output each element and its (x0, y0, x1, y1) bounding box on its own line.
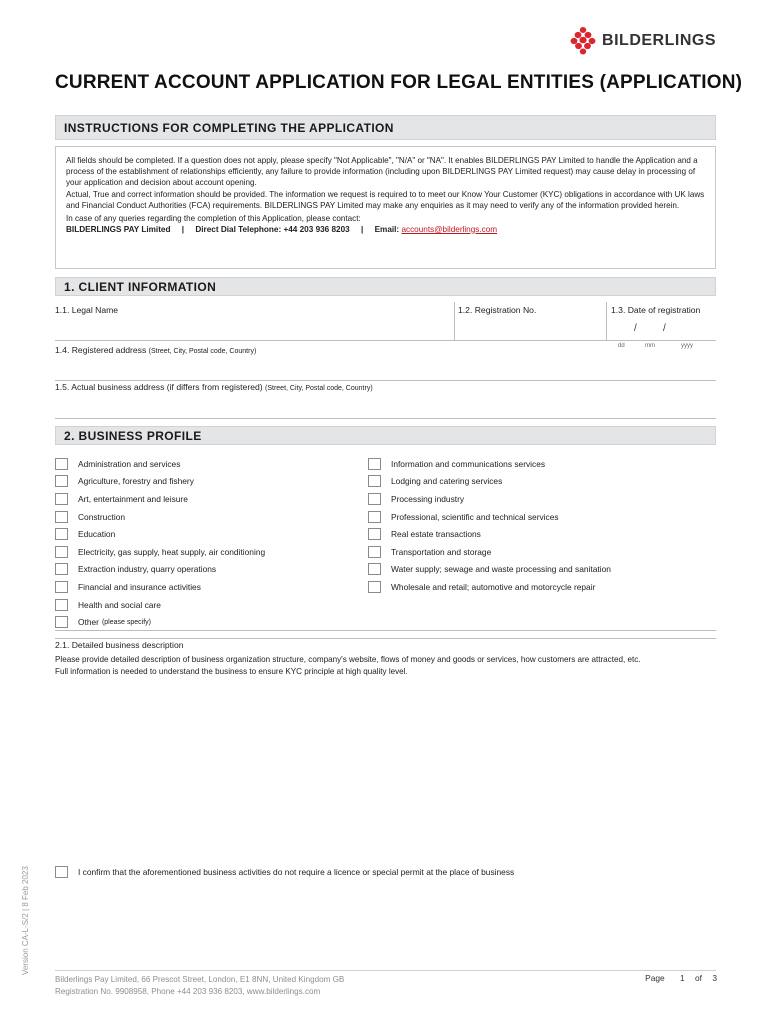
section-divider (55, 638, 716, 639)
business-option[interactable]: Real estate transactions (368, 525, 716, 543)
checkbox[interactable] (55, 546, 68, 558)
checkbox[interactable] (368, 475, 381, 487)
detailed-description-text (55, 654, 716, 678)
page-label: Page (645, 973, 665, 983)
page-of: of (695, 973, 702, 983)
detailed-description-heading: 2.1. Detailed business description (55, 640, 184, 650)
page-title: CURRENT ACCOUNT APPLICATION FOR LEGAL ENTITIES (APPLICATION) (55, 72, 743, 93)
field-underline (55, 418, 716, 419)
registered-address-label: 1.4. Registered address (Street, City, Postal code, Country) (55, 345, 257, 355)
licence-confirmation[interactable] (55, 863, 514, 881)
business-option[interactable]: Water supply; sewage and waste processing and sanitation (368, 561, 716, 579)
date-hint-dd: dd (618, 343, 625, 349)
brand-name: BILDERLINGS (602, 32, 716, 49)
checkbox[interactable] (55, 599, 68, 611)
business-option[interactable]: Electricity, gas supply, heat supply, air conditioning (55, 543, 355, 561)
divider (454, 302, 455, 340)
business-address-label: 1.5. Actual business address (if differs from registered) (Street, City, Postal code, Country) (55, 382, 373, 392)
business-option[interactable]: Lodging and catering services (368, 473, 716, 491)
checkbox[interactable] (55, 511, 68, 523)
page-total: 3 (712, 973, 717, 983)
field-underline (55, 340, 716, 341)
registered-address-hint: (Street, City, Postal code, Country) (148, 348, 257, 355)
checkbox[interactable] (368, 511, 381, 523)
business-options-left (55, 455, 355, 631)
checkbox[interactable] (368, 546, 381, 558)
business-option[interactable]: Wholesale and retail; automotive and motorcycle repair (368, 578, 716, 596)
date-hint-mm: mm (645, 343, 655, 349)
checkbox[interactable] (368, 563, 381, 575)
business-option-other[interactable]: Other (please specify) (55, 613, 355, 631)
business-option[interactable]: Financial and insurance activities (55, 578, 355, 596)
page-current: 1 (680, 973, 685, 983)
field-underline (55, 380, 716, 381)
date-slash: / (663, 323, 666, 334)
business-address-hint: (Street, City, Postal code, Country) (265, 385, 373, 392)
checkbox[interactable] (55, 528, 68, 540)
business-option[interactable]: Administration and services (55, 455, 355, 473)
checkbox[interactable] (368, 458, 381, 470)
checkbox[interactable] (368, 528, 381, 540)
checkbox[interactable] (55, 581, 68, 593)
registration-date-label: 1.3. Date of registration (611, 305, 701, 315)
contact-company: BILDERLINGS PAY Limited (66, 224, 171, 234)
instructions-para-2: Actual, True and correct information should be provided. The information we request is required to to meet our Know Your Customer (KYC) obligations in accordance with UK laws and Financial Conduct Authorities (FCA) requirements. BILDERLINGS PAY Limited may make any enquiries as it may need to verify any of the information provided herein. (66, 190, 705, 211)
business-option[interactable]: Processing industry (368, 490, 716, 508)
contact-separator: | (361, 224, 364, 234)
registration-no-label: 1.2. Registration No. (458, 305, 537, 315)
business-option[interactable]: Construction (55, 508, 355, 526)
checkbox[interactable] (55, 493, 68, 505)
detailed-description-area[interactable] (55, 682, 716, 852)
footer-registration: Registration No. 9908958, Phone +44 203 936 8203, www.bilderlings.com (55, 987, 321, 996)
business-option[interactable]: Agriculture, forestry and fishery (55, 473, 355, 491)
detailed-description-line: Full information is needed to understand the business to ensure KYC principle at high quality level. (55, 667, 408, 676)
checkbox[interactable] (55, 458, 68, 470)
detailed-description-line: Please provide detailed description of business organization structure, company's website, flows of money and goods or services, how customers are attracted, etc. (55, 655, 641, 664)
pinecone-icon (570, 26, 596, 56)
checkbox[interactable] (55, 563, 68, 575)
business-profile-heading: 2. BUSINESS PROFILE (55, 426, 716, 445)
contact-line (66, 225, 705, 236)
date-hint-yyyy: yyyy (681, 343, 693, 349)
licence-confirmation-label: I confirm that the aforementioned business activities do not require a licence or special permit at the place of business (78, 866, 515, 877)
checkbox[interactable] (55, 475, 68, 487)
instructions-para-1: All fields should be completed. If a question does not apply, please specify "Not Applicable", "N/A" or "NA". It enables BILDERLINGS PAY Limited to handle the Application and a process of the establishment of relationships efficiently, any failure to provide information (including upon BILDERLINGS PAY Limited request) may cause delay in processing of your application and decision about account opening. (66, 156, 698, 187)
contact-separator: | (181, 224, 185, 234)
checkbox[interactable] (55, 616, 68, 628)
business-option[interactable]: Extraction industry, quarry operations (55, 561, 355, 579)
checkbox[interactable] (368, 581, 381, 593)
version-label: Version CA-L-S/2 | 8 Feb 2023 (21, 866, 30, 975)
business-option[interactable]: Education (55, 525, 355, 543)
business-option[interactable]: Professional, scientific and technical services (368, 508, 716, 526)
business-options-right (368, 455, 716, 596)
checkbox[interactable] (368, 493, 381, 505)
divider (606, 302, 607, 340)
footer-divider (55, 970, 716, 971)
brand-logo (570, 26, 716, 56)
date-slash: / (634, 323, 637, 334)
business-option[interactable]: Transportation and storage (368, 543, 716, 561)
other-specify-line (55, 630, 716, 631)
business-option[interactable]: Art, entertainment and leisure (55, 490, 355, 508)
contact-email-label: Email: (374, 224, 400, 234)
other-hint: (please specify) (101, 618, 151, 626)
footer-text (55, 974, 344, 998)
contact-email-link[interactable]: accounts@bilderlings.com (401, 224, 498, 234)
business-option[interactable]: Information and communications services (368, 455, 716, 473)
page-number (645, 973, 717, 983)
legal-name-label: 1.1. Legal Name (55, 305, 119, 315)
footer-address: Bilderlings Pay Limited, 66 Prescot Street, London, E1 8NN, United Kingdom GB (55, 975, 345, 984)
contact-phone: +44 203 936 8203 (283, 224, 350, 234)
business-option[interactable]: Health and social care (55, 596, 355, 614)
instructions-heading: INSTRUCTIONS FOR COMPLETING THE APPLICATION (55, 115, 716, 140)
checkbox[interactable] (55, 866, 68, 878)
client-info-heading: 1. CLIENT INFORMATION (55, 277, 716, 296)
instructions-box (55, 146, 716, 269)
contact-phone-label: Direct Dial Telephone: (195, 224, 282, 234)
instructions-para-3: In case of any queries regarding the completion of this Application, please contact: (66, 213, 361, 223)
